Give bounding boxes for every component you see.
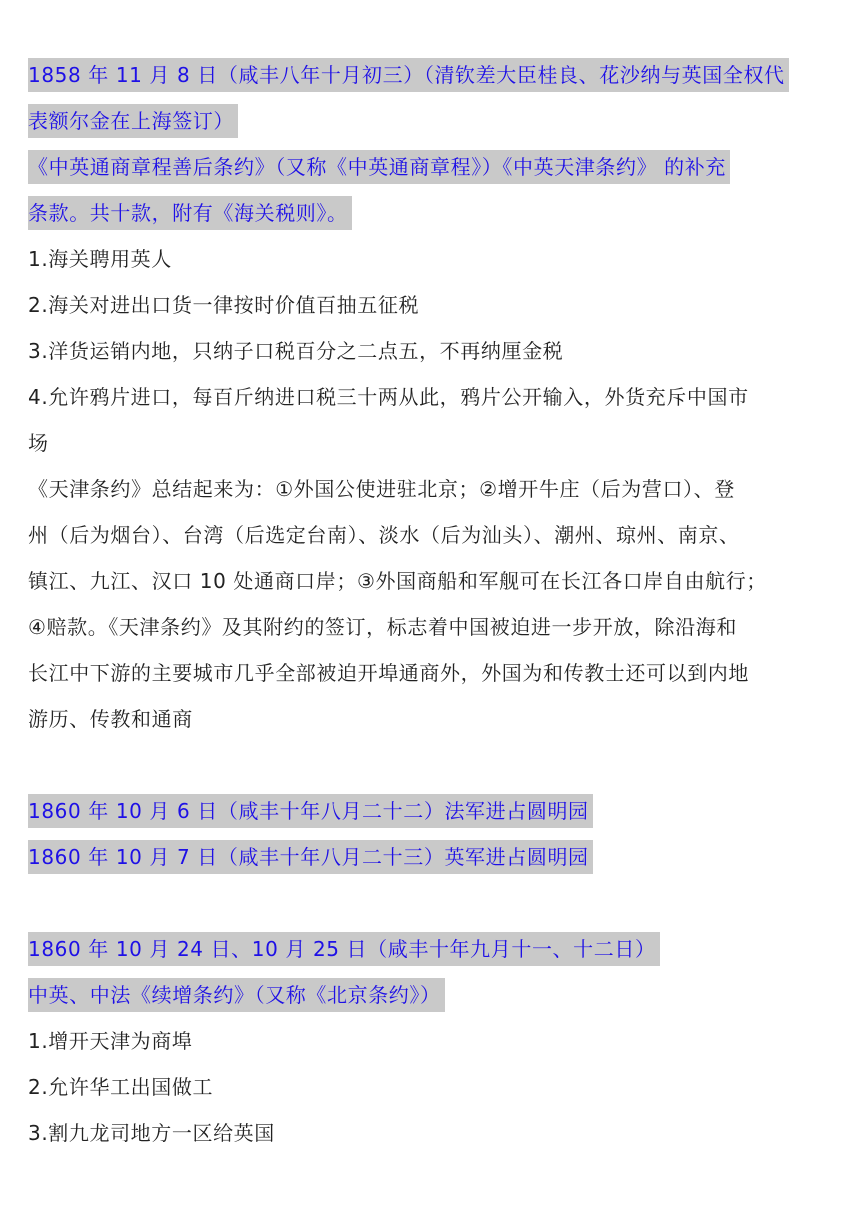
section-1860-yuanmingyuan — [28, 788, 833, 880]
paragraph-line: 镇江、九江、汉口 10 处通商口岸；③外国商船和军舰可在长江各口岸自由航行； — [28, 569, 767, 593]
heading-text: 1860 年 10 月 6 日（咸丰十年八月二十二）法军进占圆明园 — [28, 794, 593, 828]
list-item: 2.海关对进出口货一律按时价值百抽五征税 — [28, 293, 420, 317]
heading-text: 1860 年 10 月 7 日（咸丰十年八月二十三）英军进占圆明园 — [28, 840, 593, 874]
section-1860-peking-convention — [28, 926, 833, 1156]
section-1858-treaty — [28, 52, 833, 742]
heading-text: 条款。共十款，附有《海关税则》。 — [28, 196, 352, 230]
list-item: 4.允许鸦片进口，每百斤纳进口税三十两从此，鸦片公开输入，外货充斥中国市 — [28, 385, 749, 409]
list-item: 3.洋货运销内地，只纳子口税百分之二点五，不再纳厘金税 — [28, 339, 564, 363]
list-item: 1.增开天津为商埠 — [28, 1029, 193, 1053]
highlighted-heading-line — [28, 144, 833, 190]
list-item-continuation: 场 — [28, 431, 49, 455]
heading-text: 表额尔金在上海签订） — [28, 104, 238, 138]
blank-line — [28, 742, 833, 788]
paragraph-line: 长江中下游的主要城市几乎全部被迫开埠通商外，外国为和传教士还可以到内地 — [28, 661, 749, 685]
highlighted-heading-line — [28, 52, 833, 98]
heading-text: 1858 年 11 月 8 日（咸丰八年十月初三）（清钦差大臣桂良、花沙纳与英国全权代 — [28, 58, 789, 92]
highlighted-heading-line — [28, 926, 833, 972]
heading-text: 中英、中法《续增条约》（又称《北京条约》） — [28, 978, 445, 1012]
heading-text: 《中英通商章程善后条约》（又称《中英通商章程》）《中英天津条约》 的补充 — [28, 150, 730, 184]
summary-paragraph — [28, 466, 833, 742]
highlighted-heading-line — [28, 834, 833, 880]
blank-line — [28, 880, 833, 926]
highlighted-heading-line — [28, 788, 833, 834]
paragraph-line: 州（后为烟台）、台湾（后选定台南）、淡水（后为汕头）、潮州、琼州、南京、 — [28, 523, 740, 547]
heading-text: 1860 年 10 月 24 日、10 月 25 日（咸丰十年九月十一、十二日） — [28, 932, 660, 966]
list-item: 3.割九龙司地方一区给英国 — [28, 1121, 275, 1145]
list-item: 1.海关聘用英人 — [28, 247, 172, 271]
highlighted-heading-line — [28, 190, 833, 236]
highlighted-heading-line — [28, 98, 833, 144]
highlighted-heading-line — [28, 972, 833, 1018]
list-item: 2.允许华工出国做工 — [28, 1075, 214, 1099]
paragraph-line: ④赔款。《天津条约》及其附约的签订，标志着中国被迫进一步开放，除沿海和 — [28, 615, 737, 639]
paragraph-line: 游历、传教和通商 — [28, 707, 193, 731]
paragraph-line: 《天津条约》总结起来为：①外国公使进驻北京；②增开牛庄（后为营口）、登 — [28, 477, 735, 501]
document-body — [28, 52, 833, 1156]
